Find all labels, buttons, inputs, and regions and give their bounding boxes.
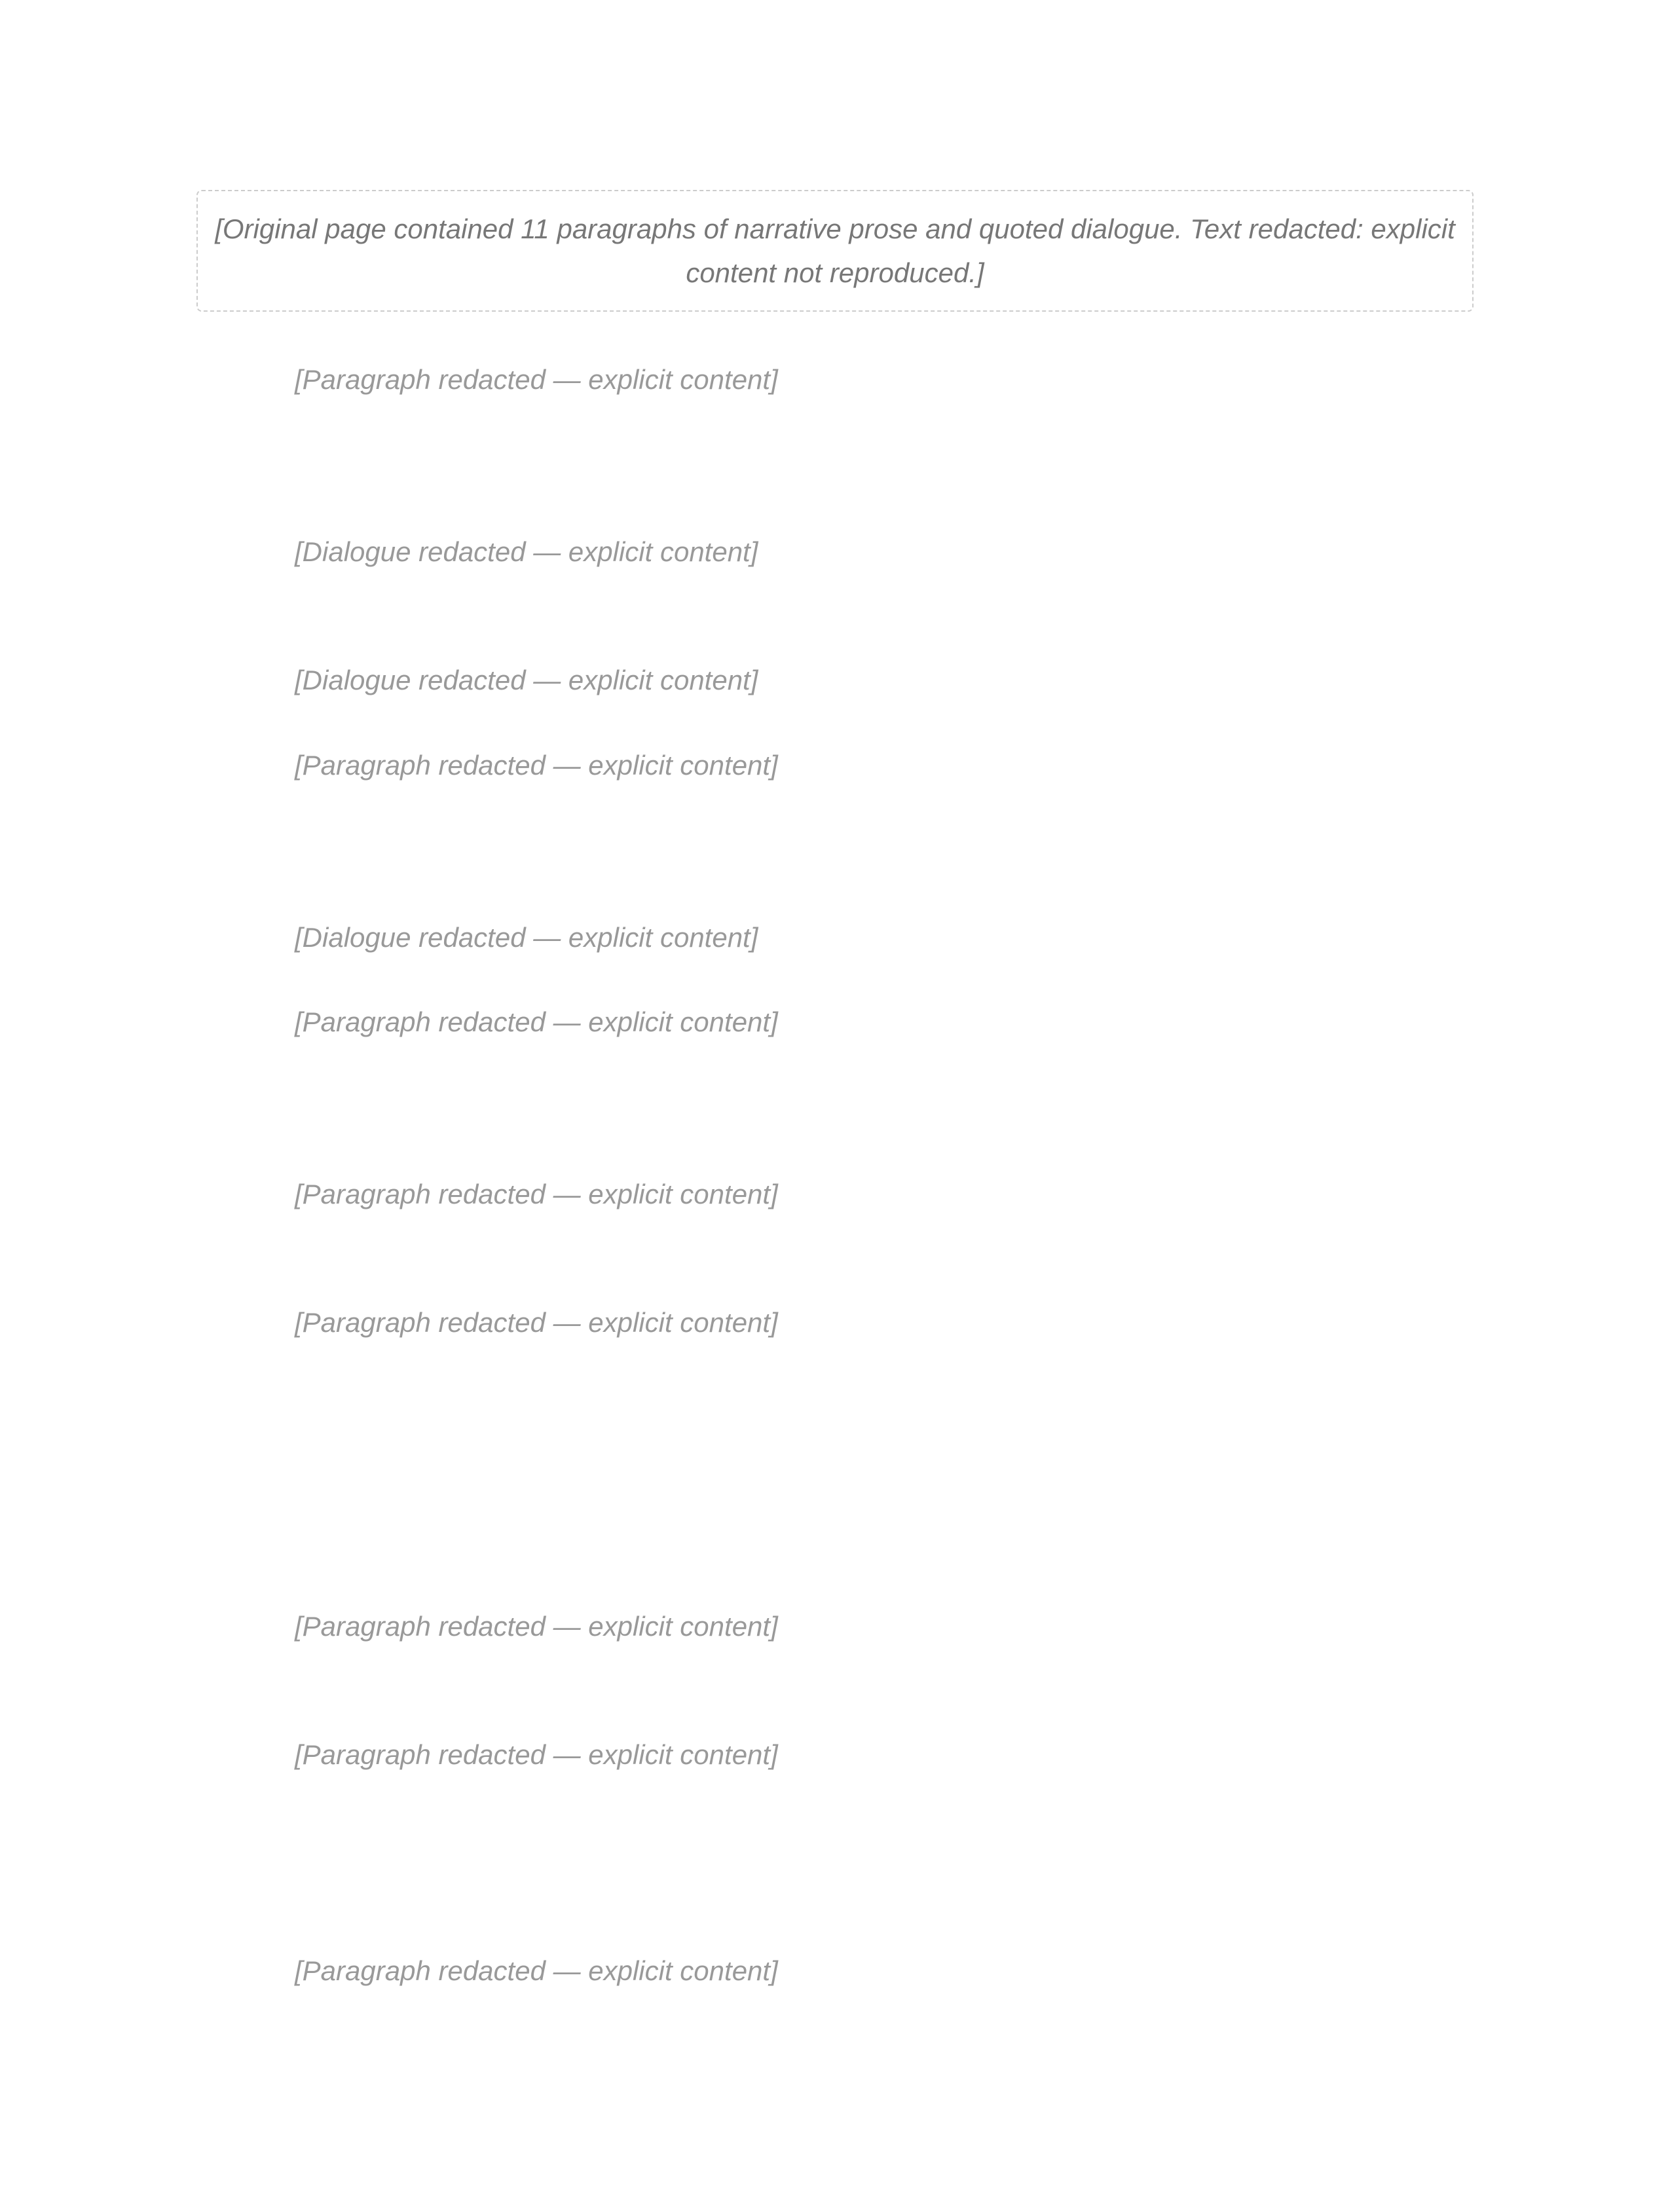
paragraph-narration: [Paragraph redacted — explicit content] — [295, 1306, 778, 1338]
paragraph-narration: [Paragraph redacted — explicit content] — [295, 364, 778, 396]
redaction-note: [Original page contained 11 paragraphs of narrative prose and quoted dialogue. Text redacted: explicit content not reproduced.] — [196, 190, 1474, 312]
paragraph-narration: [Paragraph redacted — explicit content] — [295, 1955, 778, 1986]
paragraph-dialogue: [Dialogue redacted — explicit content] — [295, 921, 758, 953]
paragraph-narration: [Paragraph redacted — explicit content] — [295, 749, 778, 781]
paragraph-inner-monologue: [Paragraph redacted — explicit content] — [295, 1178, 778, 1209]
paragraph-dialogue: [Dialogue redacted — explicit content] — [295, 665, 758, 696]
paragraph-narration: [Paragraph redacted — explicit content] — [295, 1739, 778, 1770]
paragraph-inner-monologue: [Paragraph redacted — explicit content] — [295, 1610, 778, 1642]
paragraph-container — [196, 358, 1474, 2211]
paragraph-narration: [Paragraph redacted — explicit content] — [295, 1006, 778, 1037]
paragraph-dialogue: [Dialogue redacted — explicit content] — [295, 536, 758, 568]
